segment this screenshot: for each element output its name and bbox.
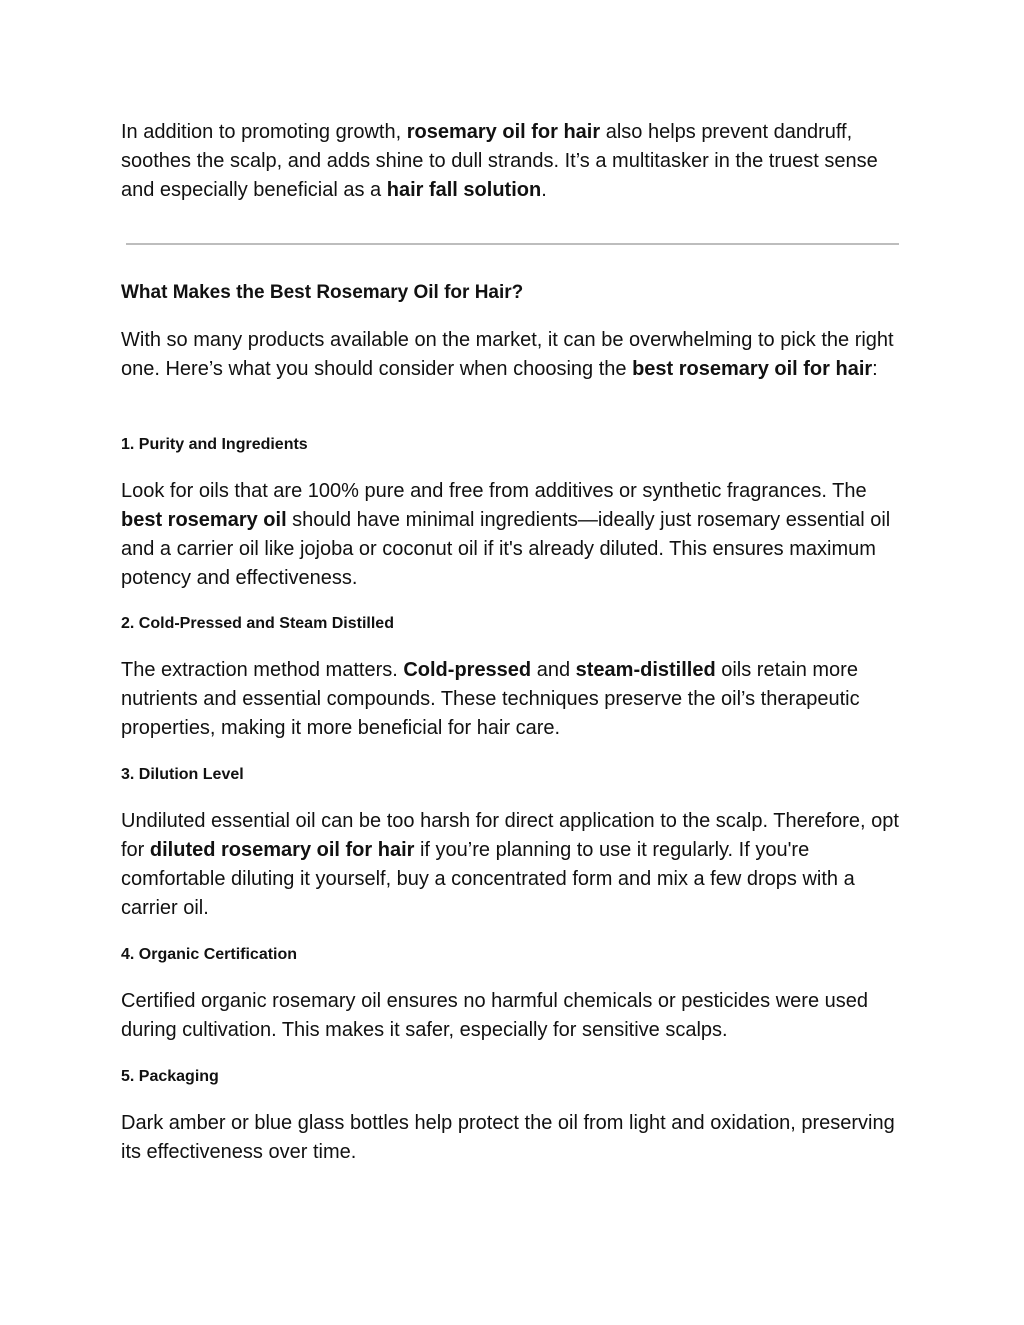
- point-paragraph: [121, 477, 901, 593]
- point-text: Look for oils that are 100% pure and free from additives or synthetic fragrances. The: [121, 480, 867, 502]
- intro-text: In addition to promoting growth,: [121, 121, 407, 143]
- intro-bold-keyword: rosemary oil for hair: [406, 121, 601, 143]
- point-bold-keyword: Cold-pressed: [403, 659, 532, 681]
- intro-block: [121, 118, 901, 205]
- point-text: The extraction method matters.: [121, 659, 404, 681]
- lead-bold-keyword: best rosemary oil for hair: [632, 358, 873, 380]
- point-text: if you’re planning to use it regularly. If you're comfortable diluting it yourself, buy a concentrated form and mix a few drops with a carrier oil.: [121, 839, 855, 919]
- point-bold-keyword: diluted rosemary oil for hair: [149, 839, 415, 861]
- point-paragraph: [121, 807, 901, 923]
- point-body: [121, 1109, 901, 1167]
- point-body: [121, 807, 901, 923]
- point-body: [121, 477, 901, 593]
- lead-text: :: [872, 358, 878, 380]
- point-text: Dark amber or blue glass bottles help protect the oil from light and oxidation, preserving its effectiveness over time.: [121, 1112, 895, 1163]
- point-heading: 3. Dilution Level: [121, 766, 244, 783]
- intro-paragraph: [121, 118, 901, 205]
- point-heading: 5. Packaging: [121, 1068, 219, 1085]
- intro-text: .: [541, 179, 547, 201]
- point-body: [121, 987, 901, 1045]
- point-text: Certified organic rosemary oil ensures no harmful chemicals or pesticides were used during cultivation. This makes it safer, especially for sensitive scalps.: [121, 990, 868, 1041]
- intro-bold-keyword: hair fall solution: [386, 179, 542, 201]
- point-heading: 4. Organic Certification: [121, 946, 298, 963]
- point-paragraph: [121, 1109, 901, 1167]
- point-paragraph: [121, 987, 901, 1045]
- point-bold-keyword: best rosemary oil: [121, 509, 287, 531]
- section-title: What Makes the Best Rosemary Oil for Hair?: [121, 282, 524, 303]
- point-text: should have minimal ingredients—ideally just rosemary essential oil and a carrier oil like jojoba or coconut oil if it's already diluted. This ensures maximum potency and effectiveness.: [121, 509, 891, 589]
- horizontal-divider: [126, 243, 899, 245]
- point-text: and: [531, 659, 576, 681]
- intro-text: also helps prevent dandruff, soothes the scalp, and adds shine to dull strands. It’s a multitasker in the truest sense and especially beneficial as a: [121, 121, 878, 201]
- point-text: Undiluted essential oil can be too harsh for direct application to the scalp. Therefore, opt for: [121, 810, 899, 861]
- point-heading: 1. Purity and Ingredients: [121, 436, 308, 453]
- lead-text: With so many products available on the market, it can be overwhelming to pick the right one. Here’s what you should consider when choosing the: [121, 329, 894, 380]
- section-lead-block: [121, 326, 901, 384]
- point-body: [121, 656, 901, 743]
- point-text: oils retain more nutrients and essential compounds. These techniques preserve the oil’s therapeutic properties, making it more beneficial for hair care.: [121, 659, 860, 739]
- point-paragraph: [121, 656, 901, 743]
- point-bold-keyword: steam-distilled: [575, 659, 716, 681]
- point-heading: 2. Cold-Pressed and Steam Distilled: [121, 615, 394, 632]
- section-lead-paragraph: [121, 326, 901, 384]
